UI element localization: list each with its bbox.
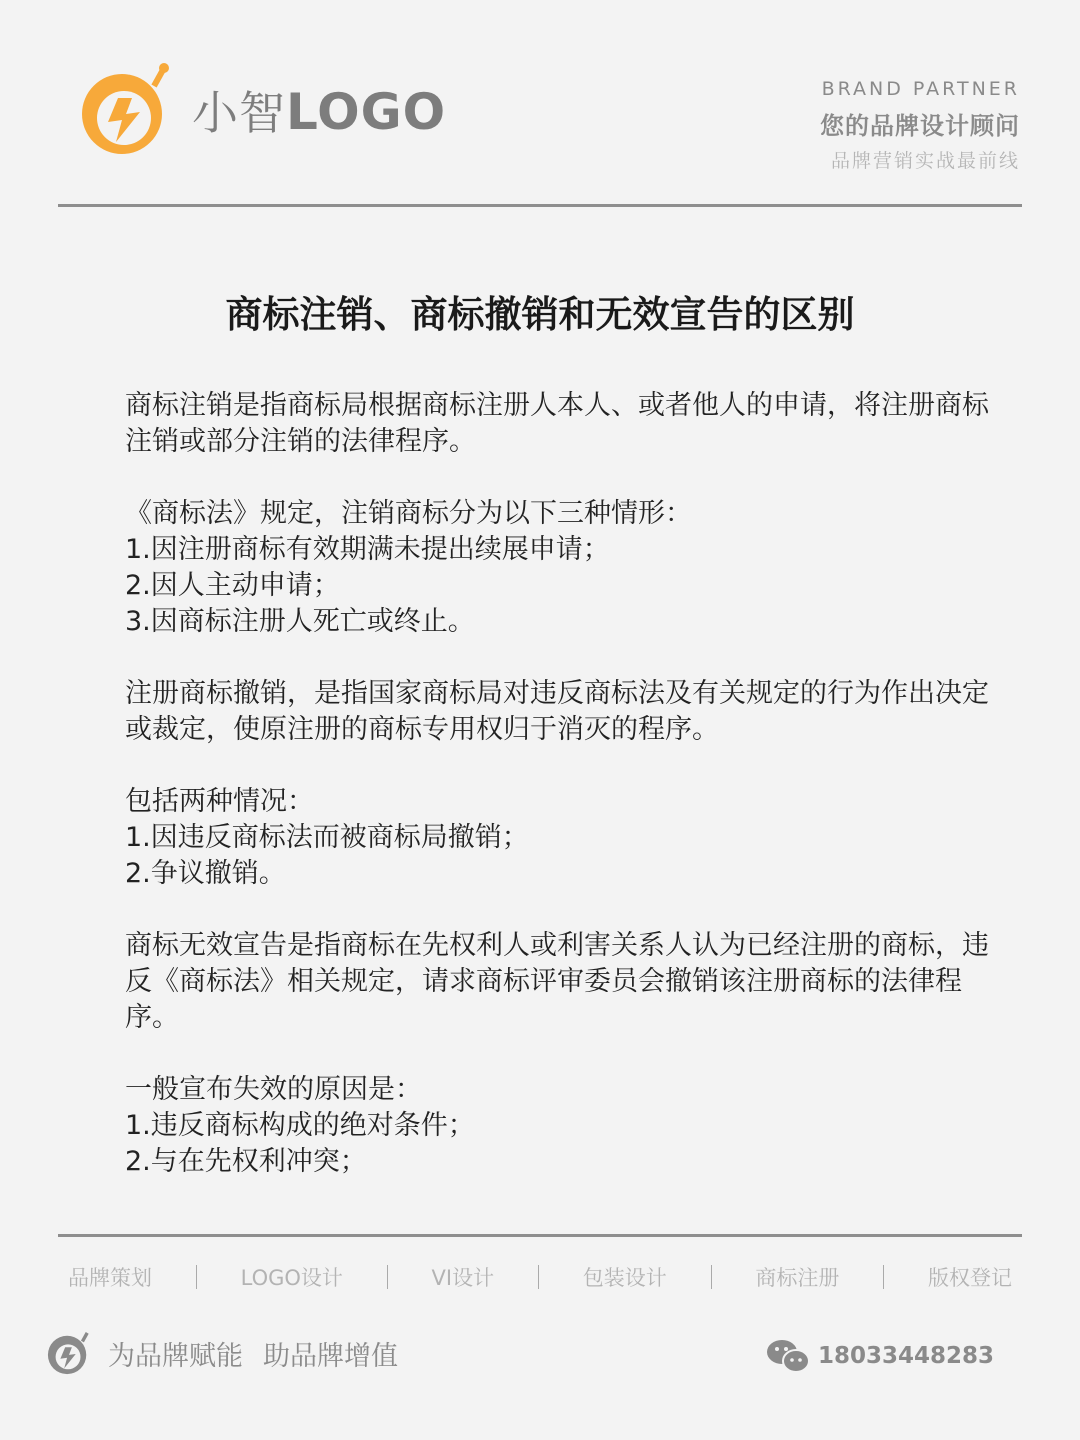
robot-logo-icon — [74, 62, 178, 158]
paragraph-line: 2.争议撤销。 — [125, 858, 286, 889]
tagline-cn: 您的品牌设计顾问 — [820, 112, 1020, 140]
paragraph — [125, 676, 995, 748]
logo-en: LOGO — [286, 83, 447, 141]
nav-separator — [387, 1265, 388, 1289]
paragraph — [125, 928, 995, 1036]
nav-link[interactable]: VI设计 — [431, 1266, 495, 1290]
paragraph-line: 商标注销是指商标局根据商标注册人本人、或者他人的申请，将注册商标注销或部分注销的法律程序。 — [125, 390, 989, 457]
phone-number: 18033448283 — [818, 1343, 995, 1369]
header-divider — [58, 204, 1022, 207]
sub-tagline: 品牌营销实战最前线 — [830, 150, 1020, 172]
robot-logo-icon — [44, 1330, 94, 1376]
paragraph-line: 1.因违反商标法而被商标局撤销； — [125, 822, 529, 853]
page-title: 商标注销、商标撤销和无效宣告的区别 — [225, 293, 855, 336]
paragraph-line: 包括两种情况： — [125, 786, 314, 817]
nav-separator — [711, 1265, 712, 1289]
paragraph-line: 1.违反商标构成的绝对条件； — [125, 1110, 475, 1141]
paragraph-line: 商标无效宣告是指商标在先权利人或利害关系人认为已经注册的商标，违反《商标法》相关规定，请求商标评审委员会撤销该注册商标的法律程序。 — [125, 930, 989, 1033]
nav-link[interactable]: 版权登记 — [927, 1266, 1012, 1290]
article-body — [125, 388, 995, 1216]
paragraph — [125, 388, 995, 460]
paragraph-line: 注册商标撤销，是指国家商标局对违反商标法及有关规定的行为作出决定或裁定，使原注册的商标专用权归于消灭的程序。 — [125, 678, 989, 745]
slogan-1: 为品牌赋能 — [108, 1340, 243, 1372]
nav-separator — [196, 1265, 197, 1289]
nav-separator — [883, 1265, 884, 1289]
logo-cn: 小智 — [192, 86, 286, 140]
nav-link[interactable]: LOGO设计 — [240, 1266, 343, 1290]
paragraph-line: 2.与在先权利冲突； — [125, 1146, 367, 1177]
paragraph-line: 1.因注册商标有效期满未提出续展申请； — [125, 534, 610, 565]
paragraph-line: 2.因人主动申请； — [125, 570, 340, 601]
contact-phone — [766, 1338, 994, 1374]
footer-divider — [58, 1234, 1022, 1237]
paragraph — [125, 1072, 995, 1180]
nav-link[interactable]: 商标注册 — [755, 1266, 840, 1290]
paragraph-line: 3.因商标注册人死亡或终止。 — [125, 606, 475, 637]
slogan-2: 助品牌增值 — [263, 1340, 398, 1372]
wechat-icon — [766, 1338, 810, 1374]
paragraph — [125, 496, 995, 640]
footer-nav — [58, 1262, 1022, 1292]
brand-logo — [74, 62, 446, 158]
paragraph-line: 一般宣布失效的原因是： — [125, 1074, 422, 1105]
tagline-en: BRAND PARTNER — [821, 78, 1020, 100]
paragraph — [125, 784, 995, 892]
paragraph-line: 《商标法》规定，注销商标分为以下三种情形： — [125, 498, 692, 529]
nav-link[interactable]: 品牌策划 — [68, 1266, 152, 1290]
nav-separator — [538, 1265, 539, 1289]
footer-slogan — [44, 1330, 398, 1376]
nav-link[interactable]: 包装设计 — [582, 1266, 667, 1290]
